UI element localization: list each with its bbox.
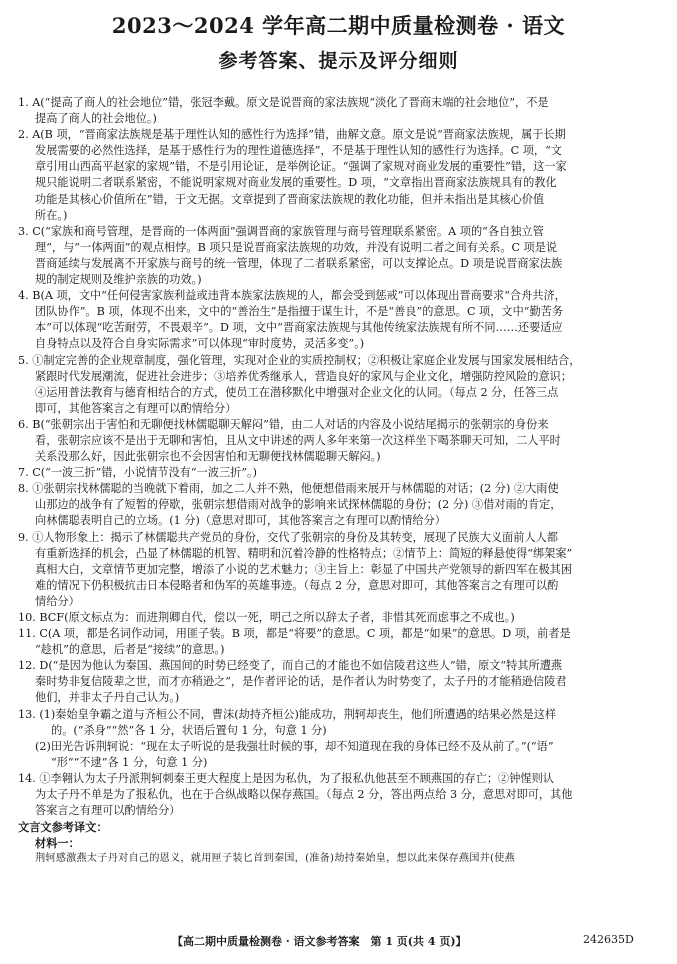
page-footer: [0, 933, 677, 953]
text-line: 紧跟时代发展潮流，促进社会进步；③培养优秀继承人，营造良好的家风与企业文化，增强防控风险的意识；: [35, 369, 573, 383]
text-line: 即可，其他答案言之有理可以酌情给分）: [35, 401, 237, 415]
text-line: 理”，与“一体两面”的观点相悖。B 项只是说晋商家法族规的功效，并没有说明二者之间有关系。C 项是说: [35, 240, 558, 254]
text-line: “形”“不逮”各 1 分，句意 1 分): [51, 755, 208, 769]
footer-page-info: 【高二期中质量检测卷 · 语文参考答案 第 1 页(共 4 页)】: [172, 935, 467, 948]
text-line: 他们，并非太子丹自己认为。): [35, 691, 180, 705]
text-line: 关系没那么好，因此张朝宗也不会因害怕和无聊便找林儒聪聊天解闷。): [35, 450, 381, 464]
text-line: 1. A(“提高了商人的社会地位”错，张冠李戴。原文是说晋商的家法族规“淡化了晋商末端的社会地位”，不是: [18, 96, 549, 109]
text-line: 山那边的战争有了短暂的停歇，张朝宗想借雨对战争的影响来试探林儒聪的身份；(2 分) ③借对雨的肯定，: [35, 498, 562, 512]
text-line: 团队协作”。B 项，体现不出来，文中的“善治生”是指擅于谋生计，不是“善良”的意思。C 项，文中“勤苦务: [35, 305, 564, 319]
text-line: 自身特点以及符合自身实际需求”可以体现“审时度势，灵活多变”。): [35, 337, 365, 351]
text-line: 6. B(“张朝宗出于害怕和无聊便找林儒聪聊天解闷”错，由二人对话的内容及小说结尾揭示的张朝宗的身份来: [18, 417, 549, 431]
text-line: 所在。): [35, 208, 68, 222]
text-line: 规的制定规则及维护亲族的功效。): [35, 273, 202, 287]
text-line: 为太子丹不单是为了报私仇，也在于合纵战略以保存燕国。（每点 2 分，答出两点给 3 分，意思对即可，其他: [35, 788, 573, 802]
text-line: 10. BCF(原文标点为：而进荆卿自代，偿以一死，明己之所以辞太子者，非惜其死而虑事之不成也。): [18, 611, 515, 624]
text-line: (2)田光告诉荆轲说：“现在太子听说的是我强壮时候的事，却不知道现在我的身体已经不及从前了。”(“语”: [35, 739, 554, 753]
page-title: 2023～2024 学年高二期中质量检测卷 · 语文: [111, 13, 566, 38]
section-heading: 文言文参考译文：: [18, 820, 108, 835]
text-line: 章引用山西高平赵家的家规”错，不是引用论证，是举例论证。“强调了家规对商业发展的重要性”错，这一家: [35, 160, 567, 174]
answer-body: [18, 95, 659, 868]
text-line: 2. A(B 项，“晋商家法族规是基于理性认知的感性行为选择”错，曲解文意。原文是说“晋商家法族规，属于长期: [18, 128, 566, 142]
text-line: 3. C(“家族和商号管理，是晋商的一体两面”强调晋商的家族管理与商号管理联系紧密。A 项的“各自独立管: [18, 224, 544, 238]
page-subtitle: 参考答案、提示及评分细则: [218, 50, 459, 72]
text-line: 14. ①李翱认为太子丹派荆轲刺秦王更大程度上是因为私仇，为了报私仇他甚至不顾燕国的存亡；②钟惺则认: [18, 771, 554, 785]
text-line: 秦时势非复信陵辈之世，而才亦稍逊之”，是作者评论的话，是作者认为时势变了，太子丹的才能稍逊信陵君: [35, 675, 567, 689]
footer-code: 242635D: [583, 933, 634, 946]
text-line: 本”可以体现“吃苦耐劳，不畏艰辛”。D 项，文中“晋商家法族规与其他传统家法族规有所不同……还要适应: [35, 321, 563, 335]
text-line: 晋商延续与发展离不开家族与商号的统一管理，体现了二者联系紧密，可以支撑论点。D 项是说晋商家法族: [35, 256, 563, 270]
text-line: 答案言之有理可以酌情给分）: [35, 804, 181, 818]
text-line: 功能是其核心价值所在”错，于文无据。文章提到了晋商家法族规的教化功能，但并未指出是其核心价值: [35, 192, 545, 206]
text-line: 5. ①制定完善的企业规章制度，强化管理，实现对企业的实质控制权；②积极让家庭企业发展与国家发展相结合，: [18, 353, 581, 367]
text-line: 8. ①张朝宗找林儒聪的当晚就下着雨，加之二人并不熟，他便想借雨来展开与林儒聪的对话；(2 分) ②大雨使: [18, 482, 559, 496]
text-line: 看，张朝宗应该不是出于无聊和害怕，且从文中讲述的两人多年来第一次这样坐下喝茶聊天可知，二人平时: [35, 433, 561, 447]
text-line: 发展需要的必然性选择，是基于感性行为的理性道德选择”，不是基于理性认知的感性行为选择。C 项，“文: [35, 144, 562, 158]
text-line: 13. (1)秦始皇争霸之道与齐桓公不同，曹沫(劫持齐桓公)能成功，荆轲却丧生，他们所遭遇的结果必然是这样: [18, 707, 557, 721]
text-line: 7. C(“一波三折”错，小说情节没有“一波三折”。): [18, 466, 257, 480]
subsection-heading: 材料一：: [35, 836, 80, 851]
text-line: 11. C(A 项，都是名词作动词，用匪子装。B 项，都是“将要”的意思。C 项，都是“如果”的意思。D 项，前者是: [18, 627, 571, 641]
text-line: 荆轲感激燕太子丹对自己的恩义，就用匣子装匕首到秦国，(准备)劫持秦始皇，想以此来保存燕国并(使燕: [35, 853, 515, 865]
text-line: 12. D(“是因为他认为秦国、燕国间的时势已经变了，而自己的才能也不如信陵君这些人”错，原文“特其所遭燕: [18, 659, 563, 673]
text-line: 真相大白，文章情节更加完整，增添了小说的艺术魅力；③主旨上：彰显了中国共产党领导的新四军在极其困: [35, 562, 573, 576]
text-line: 提高了商人的社会地位。): [35, 112, 157, 126]
text-line: 4. B(A 项，文中“任何侵害家族利益或违背本族家法族规的人，都会受到惩戒”可以体现出晋商要求“合舟共济，: [18, 289, 566, 303]
text-line: “趁机”的意思，后者是“接续”的意思。): [35, 643, 225, 657]
text-line: ④运用普法教育与德育相结合的方式，使员工在潜移默化中增强对企业文化的认同。（每点 2 分，任答三点: [35, 385, 559, 399]
text-line: 有重新选择的机会，凸显了林儒聪的机智、精明和沉着冷静的性格特点；②情节上：简短的释悬使得“绑架案”: [35, 546, 573, 560]
text-line: 情给分）: [35, 594, 80, 608]
text-line: 规只能说明二者联系紧密，不能说明家规对商业发展的重要性。D 项，“文章指出晋商家法族规具有的教化: [35, 176, 557, 190]
text-line: 难的情况下仍积极抗击日本侵略者和伪军的英雄事迹。（每点 2 分，意思对即可，其他答案言之有理可以酌: [35, 578, 559, 592]
text-line: 9. ①人物形象上：揭示了林儒聪共产党员的身份，交代了张朝宗的身份及其转变，展现了民族大义面前人人都: [18, 530, 559, 544]
text-line: 向林儒聪表明自己的立场。(1 分)（意思对即可，其他答案言之有理可以酌情给分）: [35, 514, 446, 528]
text-line: 的。(“杀身”“然”各 1 分，状语后置句 1 分，句意 1 分): [51, 723, 327, 737]
